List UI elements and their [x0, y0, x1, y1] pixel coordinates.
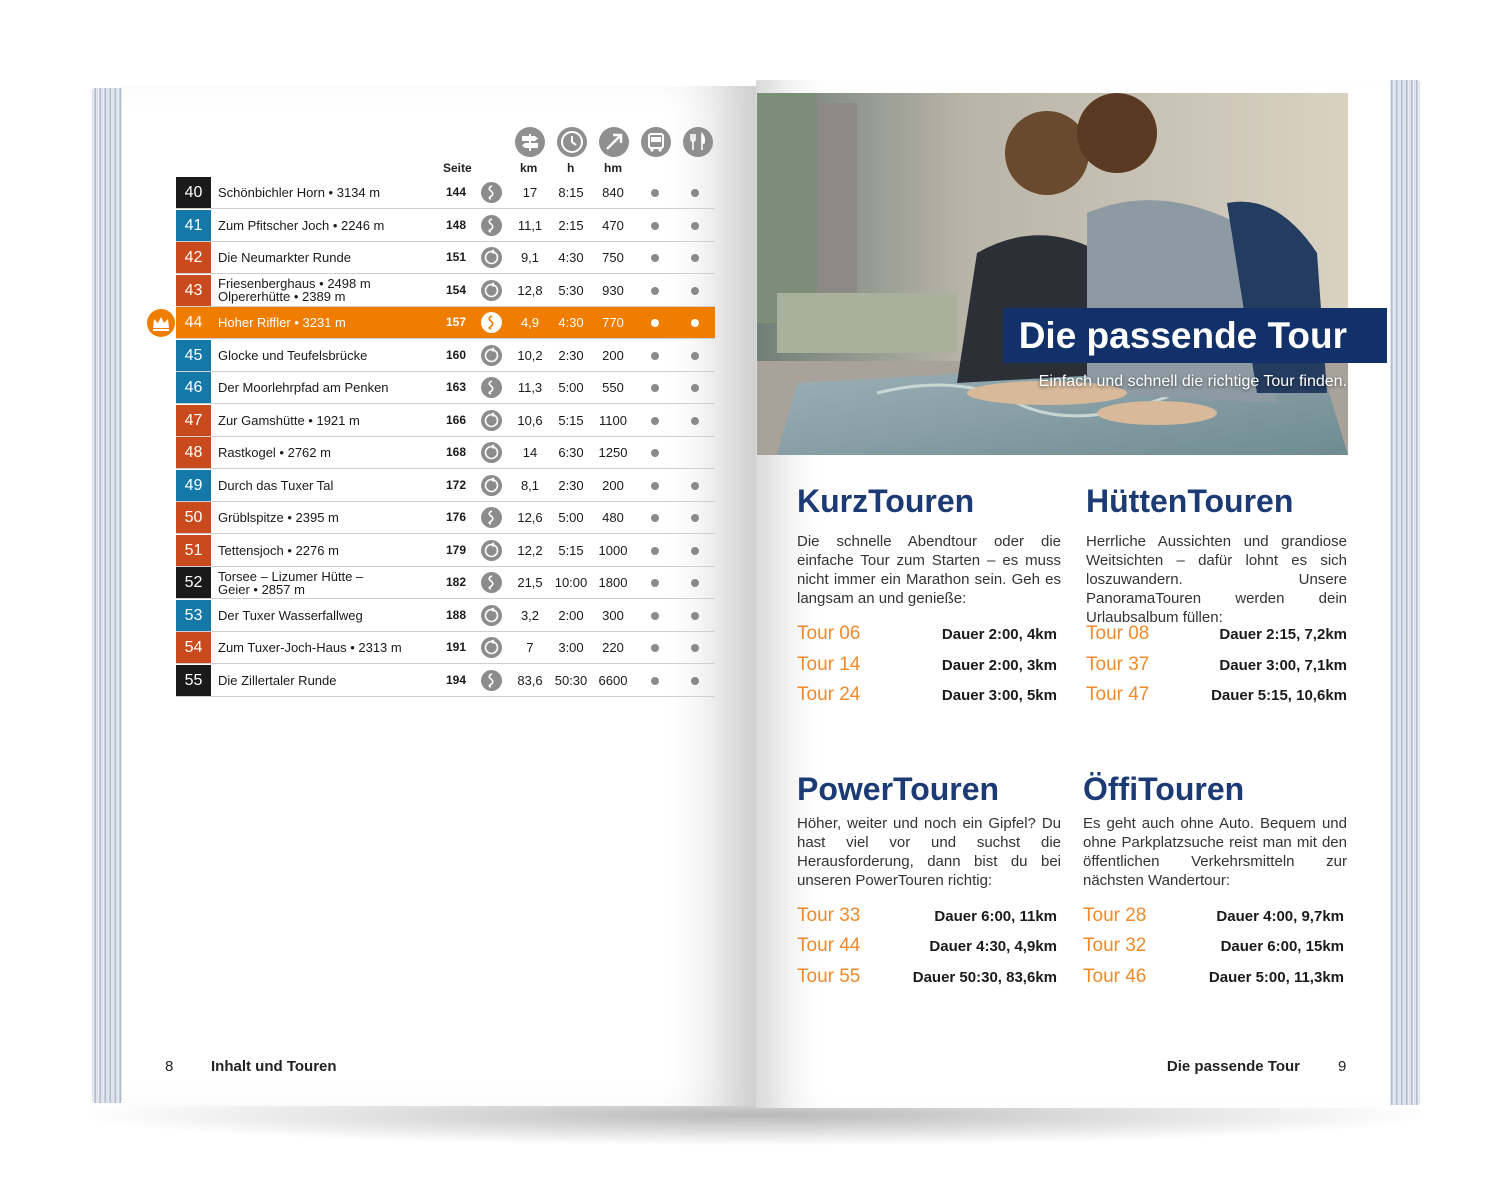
tour-hm: 300 — [602, 607, 624, 623]
tour-hours: 5:15 — [558, 542, 584, 558]
tour-name: Hoher Riffler • 3231 m — [218, 315, 346, 330]
food-available-dot — [691, 417, 699, 425]
tour-page: 148 — [445, 217, 467, 232]
tour-name: Die Zillertaler Runde — [218, 672, 337, 688]
tour-duration: Dauer 5:15, 10,6km — [1211, 687, 1347, 704]
tour-number: 49 — [176, 470, 211, 501]
tour-hours: 2:15 — [558, 217, 584, 233]
route-loop-icon — [481, 637, 502, 658]
tour-name: Der Tuxer Wasserfallweg — [218, 607, 363, 623]
tour-hm: 470 — [602, 217, 624, 233]
tour-page: 176 — [445, 510, 467, 524]
tour-name: Rastkogel • 2762 m — [218, 445, 331, 460]
tour-km: 17 — [522, 185, 538, 200]
crown-icon — [147, 309, 175, 337]
route-loop-icon — [481, 605, 502, 626]
column-hm: hm — [604, 161, 622, 175]
tour-name: Grüblspitze • 2395 m — [218, 510, 339, 525]
tour-duration: Dauer 50:30, 83,6km — [912, 969, 1057, 986]
tour-number: 43 — [176, 275, 211, 306]
bus-available-dot — [651, 384, 659, 392]
tour-duration: Dauer 3:00, 5km — [941, 687, 1057, 704]
tour-page: 182 — [445, 575, 467, 589]
food-available-dot — [691, 319, 699, 327]
tour-name-line2: Geier • 2857 m — [218, 581, 305, 597]
tour-number: 55 — [176, 665, 211, 696]
bus-available-dot — [651, 417, 659, 425]
tour-hm: 1000 — [598, 542, 628, 558]
tour-page: 157 — [445, 315, 467, 329]
route-winding-icon — [481, 670, 502, 691]
tour-page: 194 — [445, 672, 467, 687]
food-available-dot — [691, 287, 699, 295]
route-loop-icon — [481, 247, 502, 268]
bus-available-dot — [651, 514, 659, 522]
route-loop-icon — [481, 345, 502, 366]
route-loop-icon — [481, 475, 502, 496]
route-winding-icon — [481, 572, 502, 593]
tour-link[interactable]: Tour 28 — [1083, 905, 1147, 926]
tour-page: 166 — [445, 412, 467, 427]
tour-number: 48 — [176, 437, 211, 468]
banner-subtitle: Einfach und schnell die richtige Tour finden. — [1038, 373, 1347, 390]
section-title-kurztouren: KurzTouren — [797, 483, 975, 519]
tour-duration: Dauer 6:00, 11km — [934, 908, 1057, 925]
tour-row[interactable] — [176, 372, 715, 404]
tour-row[interactable] — [176, 600, 715, 632]
tour-row[interactable] — [176, 405, 715, 437]
tour-hm: 6600 — [598, 672, 628, 688]
food-available-dot — [691, 482, 699, 490]
tour-hm: 550 — [602, 380, 624, 395]
column-km: km — [520, 161, 538, 175]
tour-link[interactable]: Tour 33 — [797, 905, 861, 926]
banner-title: Die passende Tour — [1018, 315, 1347, 356]
ascent-arrow-icon — [599, 127, 629, 157]
tour-name: Zum Pfitscher Joch • 2246 m — [218, 217, 385, 233]
tour-row[interactable] — [176, 470, 715, 502]
food-available-dot — [691, 579, 699, 587]
tour-hm: 1800 — [598, 575, 628, 590]
tour-row[interactable] — [176, 632, 715, 664]
tour-page: 163 — [445, 380, 467, 394]
tour-km: 11,1 — [517, 217, 543, 233]
tour-page: 172 — [445, 477, 467, 492]
tour-duration: Dauer 2:15, 7,2km — [1219, 626, 1347, 643]
tour-number: 44 — [176, 307, 211, 338]
tour-row[interactable] — [176, 210, 715, 242]
tour-row[interactable] — [176, 275, 715, 307]
tour-hm: 1250 — [598, 445, 628, 460]
tour-page: 151 — [445, 250, 467, 264]
section-body-oeffitouren: Es geht auch ohne Auto. Bequem und ohne Parkplatzsuche reist man mit den öffentlichen Verkehrsmitteln zur nächsten Wandertour: — [1083, 815, 1347, 889]
tour-row[interactable] — [176, 242, 715, 274]
tour-number: 54 — [176, 632, 211, 663]
food-available-dot — [691, 644, 699, 652]
food-available-dot — [691, 222, 699, 230]
tour-hm: 930 — [602, 282, 624, 298]
tour-name: Der Moorlehrpfad am Penken — [218, 380, 389, 395]
tour-km: 12,2 — [517, 542, 543, 558]
tour-km: 3,2 — [520, 607, 540, 623]
tour-hours: 5:15 — [558, 412, 584, 428]
tour-link[interactable]: Tour 08 — [1086, 623, 1150, 644]
tour-hours: 4:30 — [558, 315, 584, 330]
tour-name: Zur Gamshütte • 1921 m — [218, 412, 360, 428]
tour-name: Zum Tuxer-Joch-Haus • 2313 m — [218, 640, 402, 655]
signpost-icon — [515, 127, 545, 157]
route-winding-icon — [481, 182, 502, 203]
bus-available-dot — [651, 319, 659, 327]
tour-page: 160 — [445, 347, 467, 362]
tour-duration: Dauer 2:00, 4km — [941, 626, 1057, 643]
tour-hm: 220 — [602, 640, 624, 655]
tour-row[interactable] — [176, 665, 715, 697]
bus-available-dot — [651, 482, 659, 490]
tour-row[interactable] — [176, 340, 715, 372]
tour-hours: 2:30 — [558, 347, 584, 363]
tour-hours: 10:00 — [554, 575, 588, 590]
tour-hm: 200 — [602, 347, 624, 363]
tour-name: Glocke und Teufelsbrücke — [218, 347, 368, 363]
tour-km: 9,1 — [520, 250, 540, 265]
section-body-powertouren: Höher, weiter und noch ein Gipfel? Du hast viel vor und suchst die Herausforderung, dann bist du bei unseren PowerTouren richtig: — [797, 815, 1061, 889]
tour-hm: 750 — [602, 250, 624, 265]
column-seite: Seite — [443, 161, 472, 175]
tour-duration: Dauer 6:00, 15km — [1220, 938, 1344, 955]
food-available-dot — [691, 677, 699, 685]
tour-km: 14 — [522, 445, 538, 460]
tour-number: 41 — [176, 210, 211, 241]
bus-available-dot — [651, 222, 659, 230]
tour-number: 50 — [176, 502, 211, 533]
tour-km: 21,5 — [517, 575, 543, 590]
route-loop-icon — [481, 410, 502, 431]
route-winding-icon — [481, 507, 502, 528]
section-title-huettentouren: HüttenTouren — [1086, 483, 1294, 519]
tour-hours: 2:00 — [558, 607, 584, 623]
tour-hm: 200 — [602, 477, 624, 493]
tour-row[interactable] — [176, 567, 715, 599]
tour-number: 51 — [176, 535, 211, 566]
food-available-dot — [691, 189, 699, 197]
tour-number: 45 — [176, 340, 211, 371]
bus-available-dot — [651, 189, 659, 197]
tour-hours: 5:30 — [558, 282, 584, 298]
bus-icon — [641, 127, 671, 157]
tour-name: Schönbichler Horn • 3134 m — [218, 185, 381, 200]
food-available-dot — [691, 612, 699, 620]
section-body-kurztouren: Die schnelle Abendtour oder die einfache Tour zum Starten – es muss nicht immer ein Marathon sein. Geh es langsam an und genieße: — [797, 533, 1061, 607]
tour-hours: 8:15 — [558, 185, 584, 200]
tour-duration: Dauer 3:00, 7,1km — [1219, 657, 1347, 674]
tour-page: 188 — [445, 607, 467, 622]
tour-km: 8,1 — [520, 477, 540, 493]
tour-hm: 770 — [602, 315, 624, 330]
tour-name: Friesenberghaus • 2498 m — [218, 276, 371, 291]
tour-number: 53 — [176, 600, 211, 631]
tour-km: 83,6 — [517, 672, 543, 688]
bus-available-dot — [651, 644, 659, 652]
tour-km: 7 — [526, 640, 534, 655]
bus-available-dot — [651, 287, 659, 295]
food-available-dot — [691, 352, 699, 360]
tour-page: 179 — [445, 542, 467, 557]
tour-hm: 480 — [602, 510, 624, 525]
bus-available-dot — [651, 677, 659, 685]
tour-hours: 2:30 — [558, 477, 584, 493]
section-body-huettentouren: Herrliche Aussichten und grandiose Weitsichten – dafür lohnt es sich loszuwandern. Unsere PanoramaTouren werden dein Urlaubsalbum füllen: — [1086, 533, 1347, 626]
tour-duration: Dauer 4:00, 9,7km — [1216, 908, 1344, 925]
tour-link[interactable]: Tour 32 — [1083, 935, 1147, 956]
route-loop-icon — [481, 540, 502, 561]
tour-link[interactable]: Tour 46 — [1083, 966, 1147, 987]
tour-link[interactable]: Tour 24 — [797, 684, 861, 705]
tour-page: 144 — [445, 185, 467, 199]
tour-name: Torsee – Lizumer Hütte – — [218, 568, 364, 584]
bus-available-dot — [651, 579, 659, 587]
tour-row[interactable] — [176, 535, 715, 567]
footer-title-right: Die passende Tour — [1166, 1058, 1300, 1075]
bus-available-dot — [651, 352, 659, 360]
tour-hours: 4:30 — [558, 250, 584, 265]
tour-number: 52 — [176, 567, 211, 598]
tour-km: 10,6 — [517, 412, 543, 428]
food-available-dot — [691, 514, 699, 522]
tour-number: 46 — [176, 372, 211, 403]
tour-link[interactable]: Tour 06 — [797, 623, 861, 644]
tour-link[interactable]: Tour 37 — [1086, 654, 1150, 675]
tour-km: 10,2 — [517, 347, 543, 363]
tour-km: 4,9 — [520, 315, 540, 330]
tour-hours: 6:30 — [558, 445, 584, 460]
tour-row[interactable] — [176, 307, 715, 339]
tour-hours: 5:00 — [558, 510, 584, 525]
food-available-dot — [691, 384, 699, 392]
tour-km: 12,8 — [517, 282, 543, 298]
tour-link[interactable]: Tour 55 — [797, 966, 861, 987]
tour-page: 191 — [445, 640, 467, 654]
page-number-right: 9 — [1338, 1058, 1347, 1075]
tour-name: Tettensjoch • 2276 m — [218, 542, 339, 558]
tour-hours: 5:00 — [558, 380, 584, 395]
tour-name: Die Neumarkter Runde — [218, 250, 351, 265]
tour-link[interactable]: Tour 44 — [797, 935, 861, 956]
tour-hm: 840 — [602, 185, 624, 200]
route-winding-icon — [481, 215, 502, 236]
tour-number: 42 — [176, 242, 211, 273]
food-available-dot — [691, 547, 699, 555]
section-title-oeffitouren: ÖffiTouren — [1083, 771, 1245, 807]
bus-available-dot — [651, 612, 659, 620]
column-h: h — [567, 161, 575, 175]
tour-page: 168 — [445, 445, 467, 459]
tour-hm: 1100 — [599, 412, 627, 428]
tour-km: 11,3 — [517, 380, 543, 395]
tour-row[interactable] — [176, 177, 715, 209]
hikers-photo — [757, 93, 1348, 455]
footer-title-left: Inhalt und Touren — [211, 1058, 337, 1075]
tour-name-line2: Olpererhütte • 2389 m — [218, 289, 346, 304]
tour-row[interactable] — [176, 437, 715, 469]
tour-name: Durch das Tuxer Tal — [218, 477, 334, 493]
clock-icon — [557, 127, 587, 157]
tour-row[interactable] — [176, 502, 715, 534]
tour-page: 154 — [445, 282, 467, 297]
tour-duration: Dauer 2:00, 3km — [941, 657, 1057, 674]
route-winding-icon — [481, 377, 502, 398]
tour-link[interactable]: Tour 47 — [1086, 684, 1150, 705]
tour-duration: Dauer 5:00, 11,3km — [1208, 969, 1344, 986]
tour-number: 40 — [176, 177, 211, 208]
bus-available-dot — [651, 254, 659, 262]
tour-km: 12,6 — [517, 510, 543, 525]
bus-available-dot — [651, 449, 659, 457]
tour-hours: 50:30 — [554, 672, 588, 688]
page-number-left: 8 — [165, 1058, 174, 1075]
route-loop-icon — [481, 442, 502, 463]
route-winding-icon — [481, 312, 502, 333]
food-available-dot — [691, 254, 699, 262]
tour-number: 47 — [176, 405, 211, 436]
route-loop-icon — [481, 280, 502, 301]
restaurant-icon — [683, 127, 713, 157]
bus-available-dot — [651, 547, 659, 555]
section-title-powertouren: PowerTouren — [797, 771, 1000, 807]
tour-link[interactable]: Tour 14 — [797, 654, 861, 675]
tour-duration: Dauer 4:30, 4,9km — [929, 938, 1057, 955]
tour-hours: 3:00 — [558, 640, 584, 655]
